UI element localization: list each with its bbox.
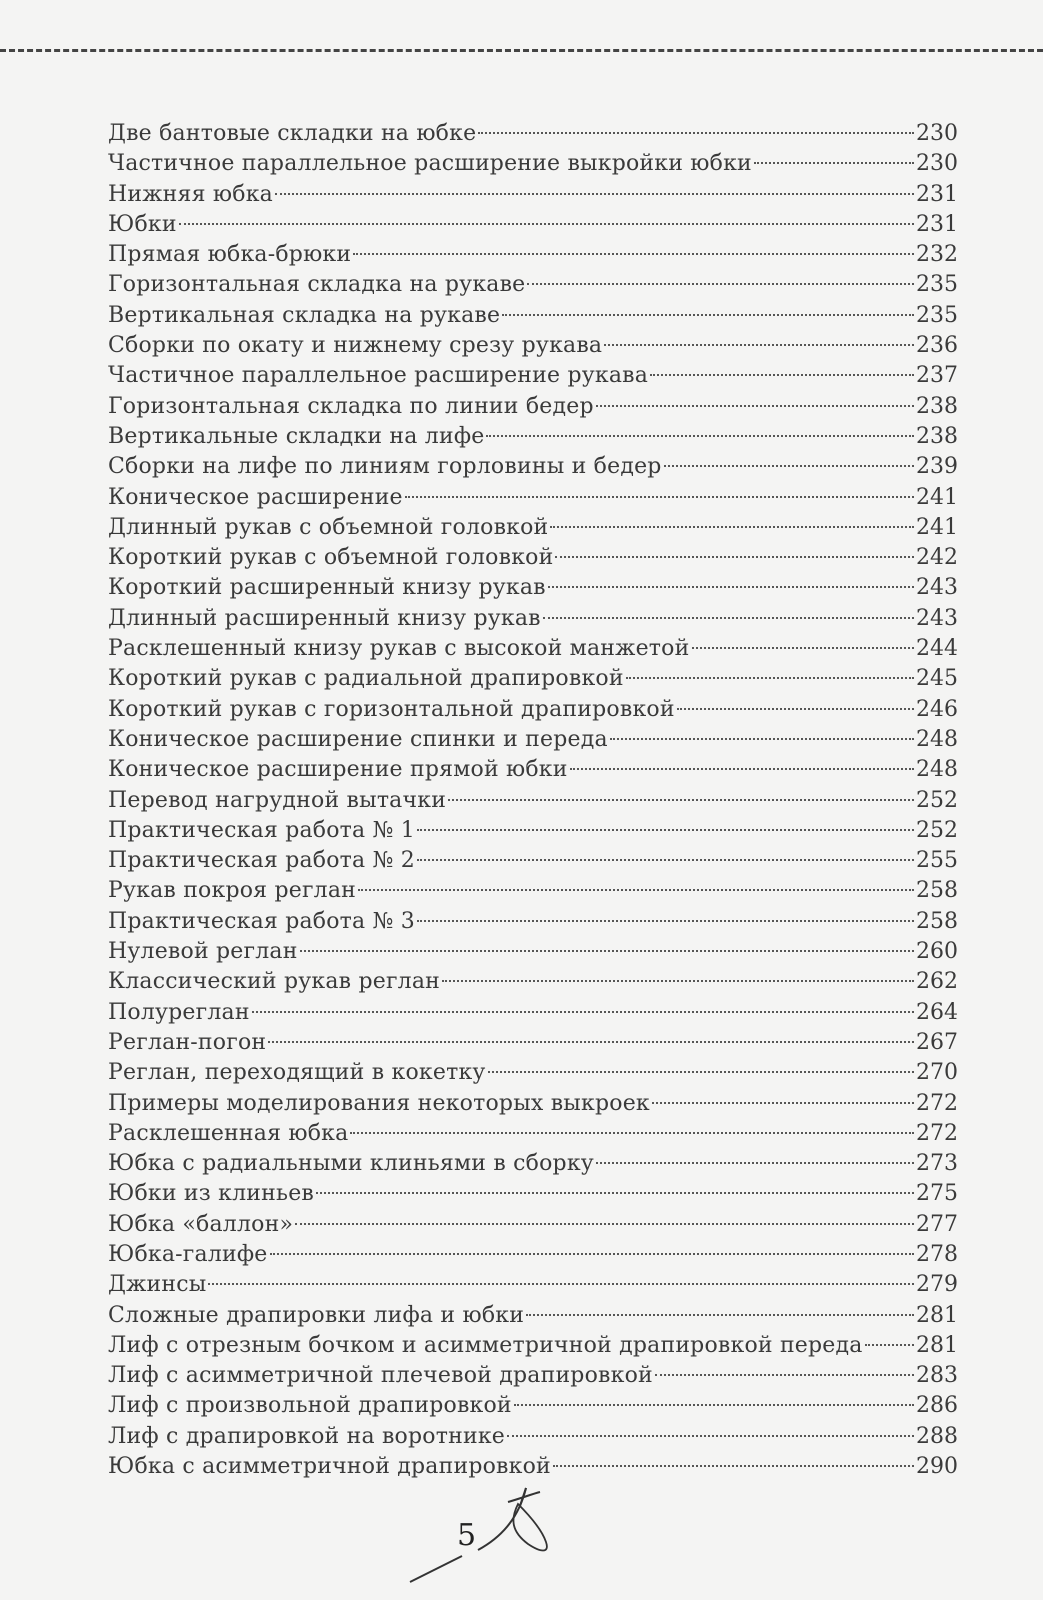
dot-leader	[353, 253, 914, 255]
dot-leader	[300, 950, 914, 952]
dot-leader	[604, 344, 914, 346]
dot-leader	[507, 1435, 914, 1437]
toc-entry-title: Коническое расширение спинки и переда	[108, 726, 608, 752]
toc-entry-page: 275	[916, 1181, 958, 1207]
dot-leader	[692, 647, 915, 649]
toc-entry	[108, 816, 958, 846]
toc-entry-title: Лиф с произвольной драпировкой	[108, 1393, 512, 1419]
toc-entry-title: Прямая юбка-брюки	[108, 242, 352, 268]
toc-entry-title: Длинный расширенный книзу рукав	[108, 605, 541, 631]
toc-entry-page: 252	[916, 817, 958, 843]
toc-entry-title: Рукав покроя реглан	[108, 878, 357, 904]
toc-entry-page: 286	[916, 1393, 958, 1419]
dot-leader	[417, 859, 914, 861]
dot-leader	[268, 1041, 914, 1043]
dot-leader	[550, 526, 914, 528]
toc-entry	[108, 634, 958, 664]
toc-entry-page: 272	[916, 1120, 958, 1146]
dot-leader	[358, 889, 914, 891]
toc-entry-page: 246	[916, 696, 958, 722]
toc-entry	[108, 664, 958, 694]
dot-leader	[754, 162, 914, 164]
toc-entry	[108, 998, 958, 1028]
toc-entry-page: 288	[916, 1423, 958, 1449]
dot-leader	[502, 314, 914, 316]
toc-entry-title: Нижняя юбка	[108, 181, 273, 207]
toc-entry-page: 241	[916, 514, 958, 540]
dot-leader	[677, 708, 914, 710]
dot-leader	[316, 1192, 914, 1194]
toc-entry-page: 281	[916, 1302, 958, 1328]
toc-entry-page: 243	[916, 605, 958, 631]
toc-entry-page: 248	[916, 726, 958, 752]
toc-entry-title: Практическая работа № 2	[108, 848, 415, 874]
dot-leader	[650, 374, 914, 376]
toc-entry-title: Практическая работа № 1	[108, 817, 415, 843]
toc-entry-title: Короткий расширенный книзу рукав	[108, 575, 546, 601]
toc-entry-page: 239	[916, 454, 958, 480]
toc-entry	[108, 1361, 958, 1391]
toc-entry	[108, 422, 958, 452]
toc-entry	[108, 1149, 958, 1179]
toc-entry-page: 255	[916, 848, 958, 874]
toc-entry-title: Лиф с отрезным бочком и асимметричной драпировкой переда	[108, 1332, 863, 1358]
toc-entry-title: Нулевой реглан	[108, 939, 298, 965]
toc-entry-title: Короткий рукав с объемной головкой	[108, 545, 554, 571]
toc-entry	[108, 725, 958, 755]
toc-entry-title: Реглан, переходящий в кокетку	[108, 1060, 486, 1086]
toc-entry	[108, 1210, 958, 1240]
toc-entry-title: Юбка «баллон»	[108, 1211, 294, 1237]
toc-entry-title: Расклешенная юбка	[108, 1120, 349, 1146]
toc-entry-page: 238	[916, 393, 958, 419]
toc-entry-title: Короткий рукав с радиальной драпировкой	[108, 666, 624, 692]
toc-entry-page: 262	[916, 969, 958, 995]
dot-leader	[570, 768, 914, 770]
toc-entry	[108, 1089, 958, 1119]
toc-entry	[108, 876, 958, 906]
toc-entry-page: 235	[916, 272, 958, 298]
toc-entry-title: Реглан-погон	[108, 1029, 267, 1055]
quill-ornament-icon	[400, 1480, 580, 1590]
dot-leader	[664, 465, 914, 467]
toc-entry-page: 241	[916, 484, 958, 510]
toc-entry-page: 243	[916, 575, 958, 601]
toc-entry	[108, 1331, 958, 1361]
toc-entry-page: 237	[916, 363, 958, 389]
dot-leader	[208, 1283, 914, 1285]
dot-leader	[596, 1162, 914, 1164]
dot-leader	[448, 799, 914, 801]
toc-entry-page: 273	[916, 1151, 958, 1177]
dot-leader	[417, 920, 914, 922]
dot-leader	[543, 617, 914, 619]
toc-entry	[108, 1119, 958, 1149]
toc-entry	[108, 1028, 958, 1058]
toc-entry	[108, 1391, 958, 1421]
toc-entry-title: Практическая работа № 3	[108, 908, 415, 934]
toc-entry	[108, 240, 958, 270]
toc-entry	[108, 1179, 958, 1209]
toc-entry-page: 235	[916, 302, 958, 328]
dot-leader	[275, 193, 914, 195]
toc-entry-page: 231	[916, 181, 958, 207]
toc-entry-page: 281	[916, 1332, 958, 1358]
toc-entry-page: 277	[916, 1211, 958, 1237]
dot-leader	[652, 1102, 914, 1104]
dot-leader	[488, 1071, 914, 1073]
toc-entry-page: 231	[916, 211, 958, 237]
toc-entry-page: 267	[916, 1029, 958, 1055]
toc-entry-page: 244	[916, 636, 958, 662]
toc-entry-title: Полуреглан	[108, 999, 250, 1025]
dot-leader	[405, 496, 914, 498]
toc-entry-page: 248	[916, 757, 958, 783]
top-dashed-rule	[0, 49, 1043, 52]
dot-leader	[865, 1344, 914, 1346]
toc-entry	[108, 301, 958, 331]
dot-leader	[655, 1374, 914, 1376]
toc-entry	[108, 1270, 958, 1300]
toc-entry-page: 283	[916, 1363, 958, 1389]
toc-entry-title: Расклешенный книзу рукав с высокой манжетой	[108, 636, 690, 662]
page-number: 5	[457, 1518, 477, 1553]
toc-entry-title: Примеры моделирования некоторых выкроек	[108, 1090, 650, 1116]
dot-leader	[596, 405, 914, 407]
toc-entry-page: 270	[916, 1060, 958, 1086]
dot-leader	[417, 829, 914, 831]
toc-entry-page: 238	[916, 423, 958, 449]
toc-entry-title: Коническое расширение	[108, 484, 403, 510]
toc-entry	[108, 210, 958, 240]
toc-entry	[108, 513, 958, 543]
toc-entry-title: Длинный рукав с объемной головкой	[108, 514, 549, 540]
toc-entry-title: Сборки на лифе по линиям горловины и бедер	[108, 454, 662, 480]
toc-entry	[108, 967, 958, 997]
toc-entry-page: 278	[916, 1241, 958, 1267]
table-of-contents	[108, 119, 958, 1482]
toc-entry-title: Сложные драпировки лифа и юбки	[108, 1302, 525, 1328]
toc-entry	[108, 695, 958, 725]
toc-entry-title: Частичное параллельное расширение выкройки юбки	[108, 151, 752, 177]
toc-entry-page: 258	[916, 878, 958, 904]
toc-entry-title: Две бантовые складки на юбке	[108, 121, 477, 146]
toc-entry-title: Короткий рукав с горизонтальной драпировкой	[108, 696, 675, 722]
dot-leader	[295, 1223, 914, 1225]
toc-entry-title: Юбки из клиньев	[108, 1181, 314, 1207]
toc-entry-title: Горизонтальная складка на рукаве	[108, 272, 526, 298]
dot-leader	[610, 738, 914, 740]
toc-entry	[108, 604, 958, 634]
toc-entry-page: 230	[916, 151, 958, 177]
toc-entry-page: 258	[916, 908, 958, 934]
toc-entry	[108, 149, 958, 179]
toc-entry-title: Юбка-галифе	[108, 1241, 268, 1267]
toc-entry	[108, 755, 958, 785]
toc-entry-page: 242	[916, 545, 958, 571]
toc-entry	[108, 907, 958, 937]
toc-entry	[108, 180, 958, 210]
toc-entry	[108, 270, 958, 300]
toc-entry	[108, 937, 958, 967]
dot-leader	[526, 1314, 914, 1316]
toc-entry	[108, 543, 958, 573]
toc-entry-page: 232	[916, 242, 958, 268]
toc-entry-title: Джинсы	[108, 1272, 207, 1298]
toc-entry-title: Горизонтальная складка по линии бедер	[108, 393, 594, 419]
toc-entry	[108, 392, 958, 422]
dot-leader	[270, 1253, 914, 1255]
toc-entry-title: Коническое расширение прямой юбки	[108, 757, 568, 783]
dot-leader	[626, 677, 914, 679]
toc-entry	[108, 119, 958, 149]
toc-entry	[108, 361, 958, 391]
dot-leader	[179, 223, 914, 225]
dot-leader	[555, 556, 914, 558]
toc-entry-title: Вертикальная складка на рукаве	[108, 302, 501, 328]
dot-leader	[553, 1465, 914, 1467]
dot-leader	[252, 1011, 914, 1013]
toc-entry-page: 290	[916, 1454, 958, 1480]
toc-entry-page: 236	[916, 333, 958, 359]
dot-leader	[350, 1132, 914, 1134]
toc-entry	[108, 1058, 958, 1088]
toc-entry-title: Юбки	[108, 211, 177, 237]
toc-entry-title: Лиф с асимметричной плечевой драпировкой	[108, 1363, 653, 1389]
dot-leader	[548, 586, 914, 588]
dot-leader	[527, 283, 914, 285]
toc-entry-title: Юбка с асимметричной драпировкой	[108, 1454, 551, 1480]
dot-leader	[514, 1404, 914, 1406]
dot-leader	[442, 980, 914, 982]
toc-entry	[108, 331, 958, 361]
toc-entry-title: Сборки по окату и нижнему срезу рукава	[108, 333, 603, 359]
toc-entry-page: 252	[916, 787, 958, 813]
toc-entry	[108, 1240, 958, 1270]
toc-entry-page: 260	[916, 939, 958, 965]
toc-entry-page: 245	[916, 666, 958, 692]
toc-entry	[108, 1422, 958, 1452]
toc-entry	[108, 786, 958, 816]
toc-entry	[108, 1301, 958, 1331]
toc-entry-title: Юбка с радиальными клиньями в сборку	[108, 1151, 594, 1177]
dot-leader	[486, 435, 914, 437]
toc-entry	[108, 573, 958, 603]
toc-entry	[108, 452, 958, 482]
toc-entry-title: Классический рукав реглан	[108, 969, 441, 995]
toc-entry	[108, 1452, 958, 1482]
toc-entry	[108, 483, 958, 513]
toc-entry-title: Вертикальные складки на лифе	[108, 423, 485, 449]
toc-entry-page: 279	[916, 1272, 958, 1298]
page-footer	[400, 1480, 580, 1590]
toc-entry-page: 230	[916, 121, 958, 146]
toc-entry-title: Частичное параллельное расширение рукава	[108, 363, 649, 389]
toc-entry	[108, 846, 958, 876]
dot-leader	[478, 132, 914, 134]
toc-entry-title: Перевод нагрудной вытачки	[108, 787, 447, 813]
toc-entry-title: Лиф с драпировкой на воротнике	[108, 1423, 505, 1449]
toc-entry-page: 272	[916, 1090, 958, 1116]
toc-entry-page: 264	[916, 999, 958, 1025]
